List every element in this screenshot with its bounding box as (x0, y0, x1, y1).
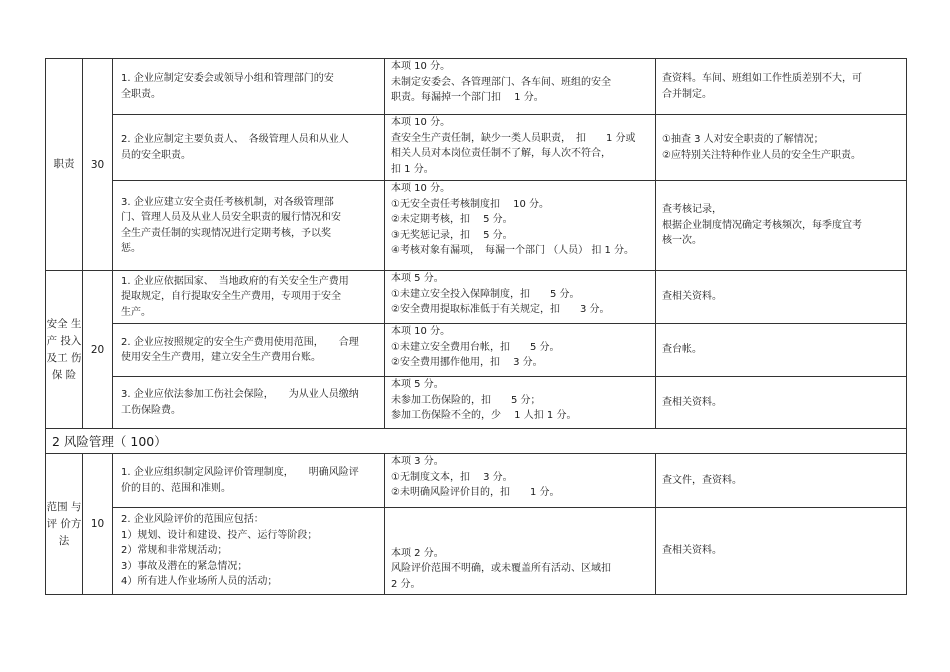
section-title: 2 风险管理（ 100） (46, 429, 907, 454)
check-method-cell: 查相关资料。 (656, 377, 907, 429)
table-row (46, 377, 907, 429)
requirement-cell: 3. 企业应建立安全责任考核机制，对各级管理部 门、管理人员及从业人员安全职责的履行情况和安 全生产责任制的实现情况进行定期考核，予以奖 惩。 (113, 181, 385, 271)
category-cell: 安全 生产 投入 及工 伤保 险 (46, 271, 83, 429)
score-cell: 30 (83, 59, 113, 271)
requirement-cell: 3. 企业应依法参加工伤社会保险， 为从业人员缴纳 工伤保险费。 (113, 377, 385, 429)
requirement-cell: 1. 企业应依据国家、 当地政府的有关安全生产费用 提取规定，自行提取安全生产费用，专项用于安全 生产。 (113, 271, 385, 324)
scoring-standard-cell: 本项 10 分。 ①无安全责任考核制度扣 10 分。 ②未定期考核，扣 5 分。 ③无奖惩记录，扣 5 分。 ④考核对象有漏项， 每漏一个部门 （人员） 扣 1 分。 (385, 181, 656, 271)
check-method-cell: ①抽查 3 人对安全职责的了解情况； ②应特别关注特种作业人员的安全生产职责。 (656, 115, 907, 181)
check-method-cell: 查相关资料。 (656, 271, 907, 324)
scoring-standard-cell: 本项 5 分。 未参加工伤保险的，扣 5 分； 参加工伤保险不全的，少 1 人扣 1 分。 (385, 377, 656, 429)
standards-table (45, 58, 907, 595)
score-cell: 10 (83, 454, 113, 595)
category-cell: 职责 (46, 59, 83, 271)
section-header-row (46, 429, 907, 454)
score-cell: 20 (83, 271, 113, 429)
scoring-standard-cell: 本项 2 分。 风险评价范围不明确，或未覆盖所有活动、区域扣 2 分。 (385, 508, 656, 595)
check-method-cell: 查考核记录， 根据企业制度情况确定考核频次，每季度宜考 核一次。 (656, 181, 907, 271)
scoring-standard-cell: 本项 10 分。 未制定安委会、各管理部门、各车间、班组的安全 职责。每漏掉一个部门扣 1 分。 (385, 59, 656, 115)
scoring-standard-cell: 本项 3 分。 ①无制度文本，扣 3 分。 ②未明确风险评价目的，扣 1 分。 (385, 454, 656, 508)
requirement-cell: 2. 企业应按照规定的安全生产费用使用范围， 合理 使用安全生产费用，建立安全生产费用台账。 (113, 324, 385, 377)
table-row (46, 324, 907, 377)
check-method-cell: 查台帐。 (656, 324, 907, 377)
table-row (46, 508, 907, 595)
requirement-cell: 1. 企业应组织制定风险评价管理制度， 明确风险评 价的目的、范围和准则。 (113, 454, 385, 508)
category-cell: 范围 与评 价方 法 (46, 454, 83, 595)
check-method-cell: 查资料。车间、班组如工作性质差别不大，可 合并制定。 (656, 59, 907, 115)
requirement-cell: 2. 企业应制定主要负责人、 各级管理人员和从业人 员的安全职责。 (113, 115, 385, 181)
scoring-standard-cell: 本项 10 分。 查安全生产责任制，缺少一类人员职责， 扣 1 分或 相关人员对本岗位责任制不了解，每人次不符合， 扣 1 分。 (385, 115, 656, 181)
check-method-cell: 查相关资料。 (656, 508, 907, 595)
requirement-cell: 2. 企业风险评价的范围应包括： 1）规划、设计和建设、投产、运行等阶段； 2）常规和非常规活动； 3）事故及潜在的紧急情况； 4）所有进人作业场所人员的活动； (113, 508, 385, 595)
table-row (46, 181, 907, 271)
requirement-cell: 1. 企业应制定安委会或领导小组和管理部门的安 全职责。 (113, 59, 385, 115)
table-row (46, 454, 907, 508)
scoring-standard-cell: 本项 10 分。 ①未建立安全费用台帐，扣 5 分。 ②安全费用挪作他用，扣 3 分。 (385, 324, 656, 377)
table-row (46, 115, 907, 181)
table-row (46, 59, 907, 115)
scoring-standard-cell: 本项 5 分。 ①未建立安全投入保障制度，扣 5 分。 ②安全费用提取标准低于有关规定，扣 3 分。 (385, 271, 656, 324)
check-method-cell: 查文件，查资料。 (656, 454, 907, 508)
table-row (46, 271, 907, 324)
standards-table-sheet (45, 58, 906, 595)
